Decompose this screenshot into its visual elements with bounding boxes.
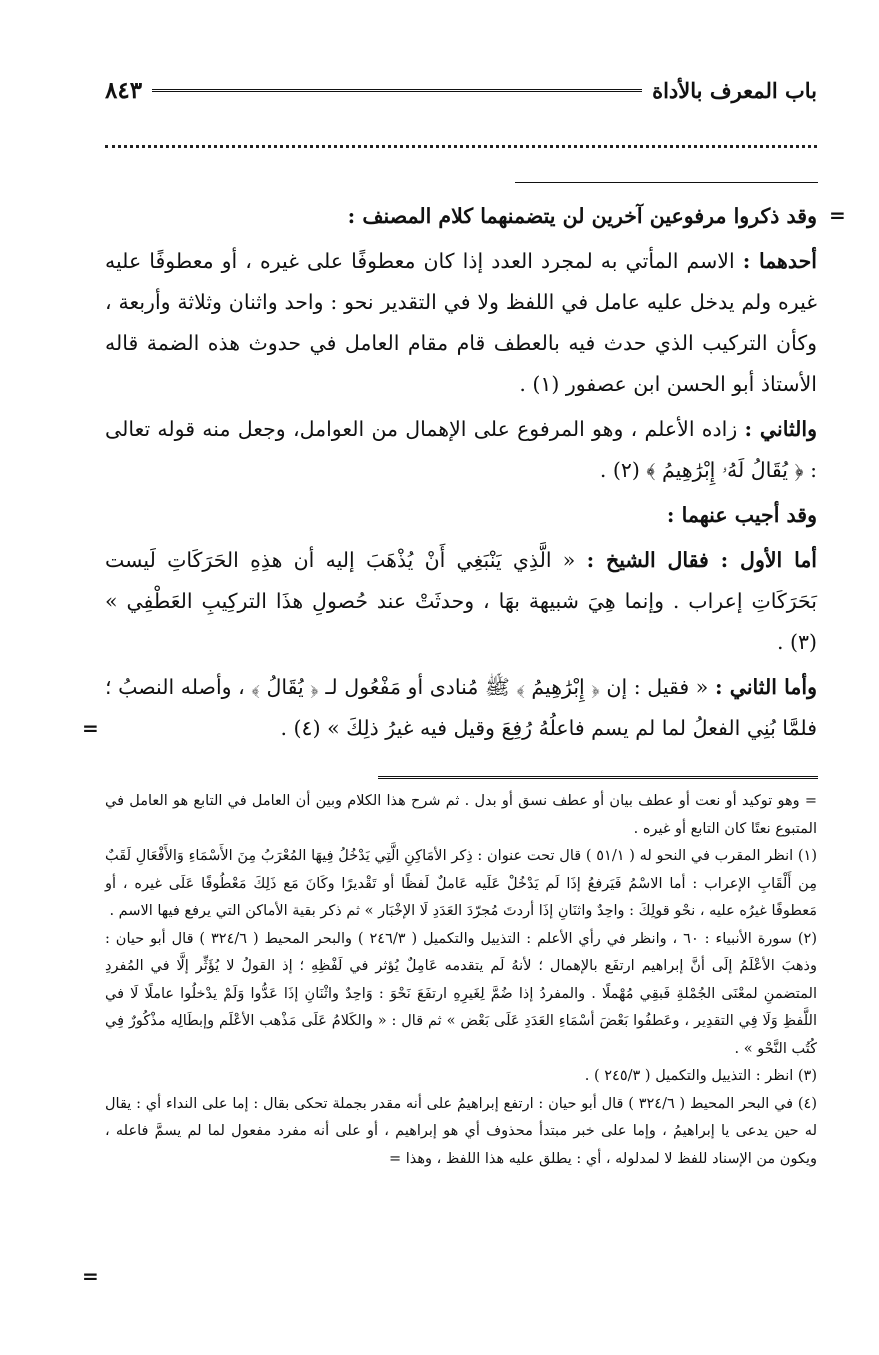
paragraph-second: [105, 409, 817, 491]
footnote-rule: [378, 776, 818, 779]
page-number: ٨٤٣: [105, 76, 143, 104]
paragraph-first: [105, 241, 817, 405]
label-first: أحدهما :: [742, 249, 817, 273]
footnote-4: (٤) في البحر المحيط ( ٣٢٤/٦ ) قال أبو حيان : ارتفع إبراهيمُ على أنه مقدر بجملة تحكى بقال : إما على النداء أي : يقال له حين يدعى يا إبراهيمُ ، وإما على خبر مبتدأ محذوف أي هو إبراهيم ، أو على أنه مفرد مفعول لما لم يسمَّ فاعله ، ويكون من الإسناد للفظ لا لمدلوله ، أي : يطلق عليه هذا اللفظ ، وهذا =: [105, 1095, 817, 1167]
paragraph-answers: [105, 495, 817, 536]
footnote-3: (٣) انظر : التذييل والتكميل ( ٢٤٥/٣ ) .: [584, 1068, 817, 1084]
text-second: زاده الأعلم ، وهو المرفوع على الإهمال من العوامل، وجعل منه قوله تعالى : ﴿ يُقَالُ لَهُۥ إِبْرَٰهِيمُ ﴾ (٢) .: [105, 417, 817, 482]
footnote-continuation: = وهو توكيد أو نعت أو عطف بيان أو عطف نسق أو بدل . ثم شرح هذا الكلام وبين أن العامل في التابع هو العامل في المتبوع نعتًا كان التابع أو غيره .: [105, 793, 817, 837]
intro-paragraph: [105, 196, 817, 237]
text-first: الاسم المأتي به لمجرد العدد إذا كان معطوفًا على غيره ، أو معطوفًا عليه غيره ولم يدخل عليه عامل في اللفظ ولا في التقدير نحو : واحد واثنان وثلاثة وأربعة ، وكأن التركيب الذي حدث فيه بالعطف قام مقام العامل في حدوث هذه الضمة قاله الأستاذ أبو الحسن ابن عصفور (١) .: [105, 249, 817, 396]
footnote-2: (٢) سورة الأنبياء : ٦٠ ، وانظر في رأي الأعلم : التذييل والتكميل ( ٢٤٦/٣ ) والبحر المحيط ( ٣٢٤/٦ ) قال أبو حيان : وذهبَ الأعْلَمُ إلَى أنَّ إبراهيم ارتفَع بالإهمال ؛ لأنهُ لَم يتقدمه عَامِلٌ يُؤثر في لَفْظِهِ ؛ إذ القولُ لا يُؤَثِّر إلَّا في المُفردِ المتضمنِ لمعْنَى الجُمْلةِ فَبقِي مُهْملًا . والمفردُ إذا ضُمَّ لِغَيرِهِ ارتفَعَ نَحْوَ : وَاحِدٌ واثْنَانِ إذَا عَدُّوا وَلَمْ يدْخلُوا عاملًا لَا في اللَّفظِ وَلَا فِي التقدِير ، وعَطفُوا بَعْضَ أسْمَاءِ العَدَدِ عَلَى بَعْض » ثم قال : « والكَلامُ عَلَى مَذْهب الأعْلَم وإبطَالِه مذْكُورٌ فِي كُتُب النَّحْو » .: [105, 930, 817, 1057]
text-answer-first: « الَّذِي يَنْبَغِي أَنْ يُذْهَبَ إليه أن هذِهِ الحَرَكَاتِ لَيست بَحَرَكَاتِ إعراب . وإنما هِيَ شبيهة بهَا ، وحدثَتْ عند حُصولِ هذَا التركِيبِ العَطْفِي » (٣) .: [105, 548, 817, 654]
dotted-separator: [105, 145, 817, 160]
paragraph-answer-first: [105, 540, 817, 663]
label-second: والثاني :: [744, 417, 817, 441]
page-header: [105, 70, 817, 110]
text-answer-second: « فقيل : إن ﴿ إِبْرَٰهِيمُ ﴾ ﷺ مُنادى أو مَفْعُول لـ ﴿ يُقَالُ ﴾ ، وأصله النصبُ ؛ فلمَّا بُنِي الفعلُ لما لم يسم فاعلُهُ رُفِعَ وقيل فيه غيرُ ذلِكَ » (٤) .: [105, 675, 817, 740]
paragraph-answer-second: [105, 667, 817, 749]
main-text: [105, 196, 817, 753]
running-title: باب المعرف بالأداة: [652, 77, 817, 103]
intro-rule: [515, 182, 818, 183]
answers-heading: وقد أجيب عنهما :: [666, 503, 817, 527]
label-answer-first: أما الأول : فقال الشيخ :: [586, 548, 818, 572]
footnotes: [105, 788, 817, 1173]
margin-mark-intro: =: [829, 203, 846, 227]
header-rule: [152, 89, 642, 92]
margin-mark-footnote-end: =: [82, 1264, 99, 1288]
footnote-1: (١) انظر المقرب في النحو له ( ٥١/١ ) قال تحت عنوان : ذِكر الأمَاكِنِ الَّتِي يَدْخُلُ فِيهَا المُعْرَبُ مِنَ الأَسْمَاءِ وَالأَفْعَالِ لَقَبٌ مِن أَلْقَابِ الإعراب : أما الاسْمُ فَيَرفعُ إذَا لَم يَدْخُلْ عَلَيه عَاملٌ لَفظًا أو تَقْديرًا وكَانَ مَع ذَلِكَ مَعْطُوفًا عَلَى غيره ، أو مَعطوفًا غيرُه عليه ، نحْو قولِكَ : واحِدٌ واثنَانِ إذَا أردتَ مُجرّدَ العَدَدِ لَا الإخْبَار » ثم ذكر بقية الأماكن التي يرفع فيها الاسم .: [105, 848, 817, 919]
intro-text: وقد ذكروا مرفوعين آخرين لن يتضمنهما كلام المصنف :: [347, 204, 817, 228]
label-answer-second: وأما الثاني :: [714, 675, 817, 699]
margin-mark-end: =: [82, 716, 99, 740]
